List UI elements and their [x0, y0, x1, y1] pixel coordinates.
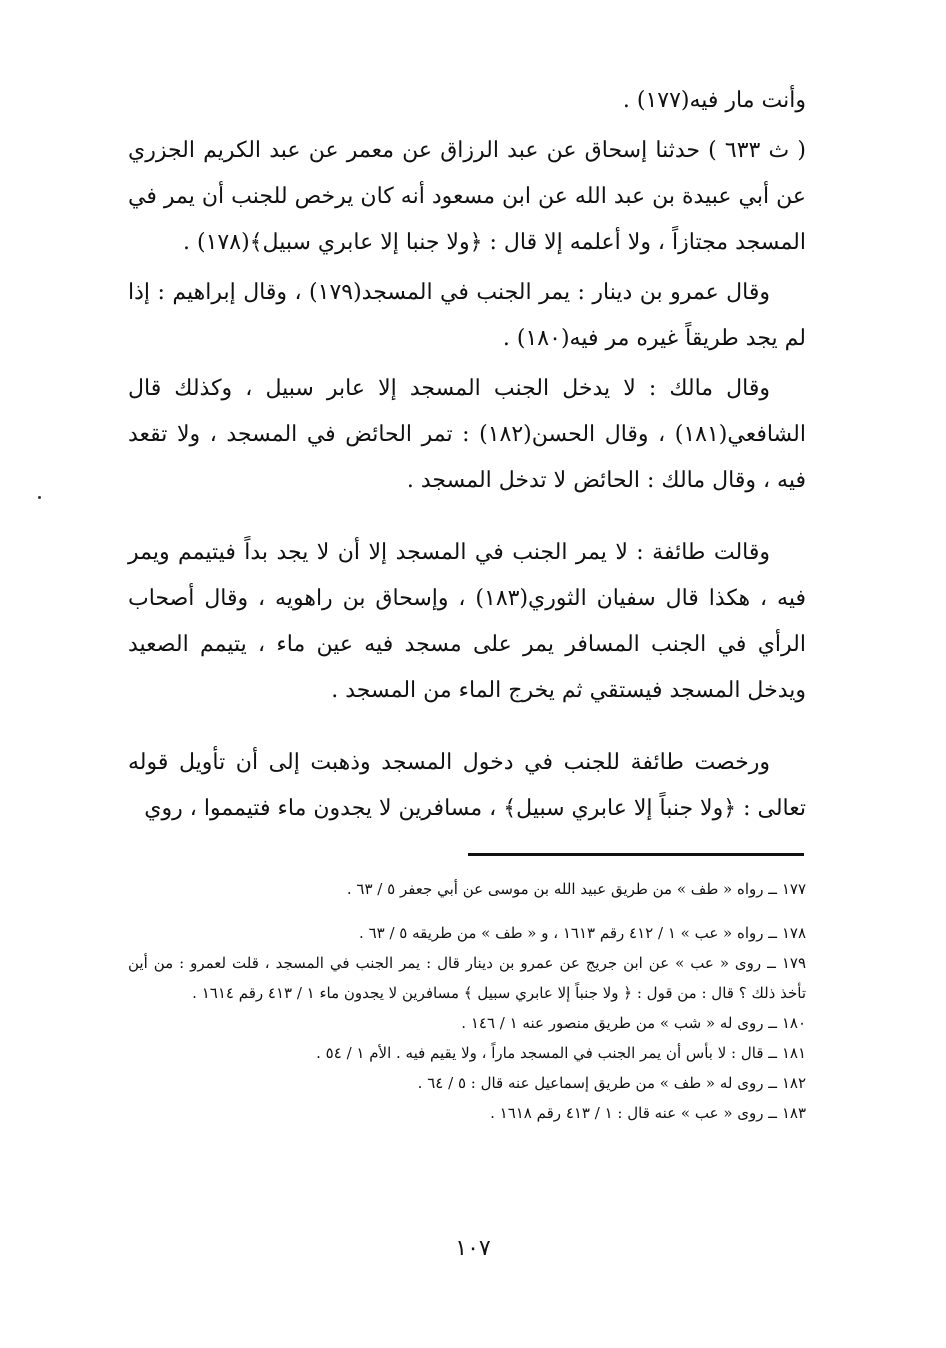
footnote-183: ١٨٣ ــ روى « عب » عنه قال : ١ / ٤١٣ رقم ١٦١٨ . [490, 1104, 806, 1122]
footnote-separator [468, 853, 804, 856]
footnote-179: ١٧٩ ــ روى « عب » عن ابن جريج عن عمرو بن دينار قال : يمر الجنب في المسجد ، قلت لعمرو : من أين تأخذ ذلك ؟ قال : من قول : ﴿ ولا جنباً إلا عابري سبيل ﴾ مسافرين لا يجدون ماء ١ / ٤١٣ رقم ١٦١٤ . [128, 954, 806, 1002]
footnote-181: ١٨١ ــ قال : لا بأس أن يمر الجنب في المسجد ماراً ، ولا يقيم فيه . الأم ١ / ٥٤ . [316, 1044, 806, 1062]
scan-speck [38, 496, 41, 499]
paragraph-continuation: وأنت مار فيه(١٧٧) . [622, 88, 806, 113]
paragraph-amr-ibn-dinar: وقال عمرو بن دينار : يمر الجنب في المسجد(١٧٩) ، وقال إبراهيم : إذا لم يجد طريقاً غيره مر فيه(١٨٠) . [128, 280, 806, 351]
footnotes [128, 874, 806, 1128]
paragraph-rukhsa: ورخصت طائفة للجنب في دخول المسجد وذهبت إلى أن تأويل قوله تعالى : ﴿ولا جنباً إلا عابري سبيل﴾ ، مسافرين لا يجدون ماء فتيمموا ، روي [128, 750, 806, 821]
footnote-177: ١٧٧ ــ رواه « طف » من طريق عبيد الله بن موسى عن أبي جعفر ٥ / ٦٣ . [346, 880, 806, 898]
footnote-180: ١٨٠ ــ روى له « شب » من طريق منصور عنه ١ / ١٤٦ . [461, 1014, 806, 1032]
paragraph-hadith-633: ( ث ٦٣٣ ) حدثنا إسحاق عن عبد الرزاق عن معمر عن عبد الكريم الجزري عن أبي عبيدة بن عبد الله عن ابن مسعود أنه كان يرخص للجنب أن يمر في المسجد مجتازاً ، ولا أعلمه إلا قال : ﴿ولا جنبا إلا عابري سبيل﴾(١٧٨) . [128, 138, 807, 255]
main-text [128, 78, 806, 832]
footnote-178: ١٧٨ ــ رواه « عب » ١ / ٤١٢ رقم ١٦١٣ ، و « طف » من طريقه ٥ / ٦٣ . [359, 924, 806, 942]
footnote-182: ١٨٢ ــ روى له « طف » من طريق إسماعيل عنه قال : ٥ / ٦٤ . [417, 1074, 806, 1092]
paragraph-malik: وقال مالك : لا يدخل الجنب المسجد إلا عابر سبيل ، وكذلك قال الشافعي(١٨١) ، وقال الحسن(١٨٢) : تمر الحائض في المسجد ، ولا تقعد فيه ، وقال مالك : الحائض لا تدخل المسجد . [128, 376, 806, 493]
page-number: ١٠٧ [455, 1236, 491, 1261]
paragraph-taifa: وقالت طائفة : لا يمر الجنب في المسجد إلا أن لا يجد بداً فيتيمم ويمر فيه ، هكذا قال سفيان الثوري(١٨٣) ، وإسحاق بن راهويه ، وقال أصحاب الرأي في الجنب المسافر يمر على مسجد فيه عين ماء ، يتيمم الصعيد ويدخل المسجد فيستقي ثم يخرج الماء من المسجد . [128, 540, 806, 703]
